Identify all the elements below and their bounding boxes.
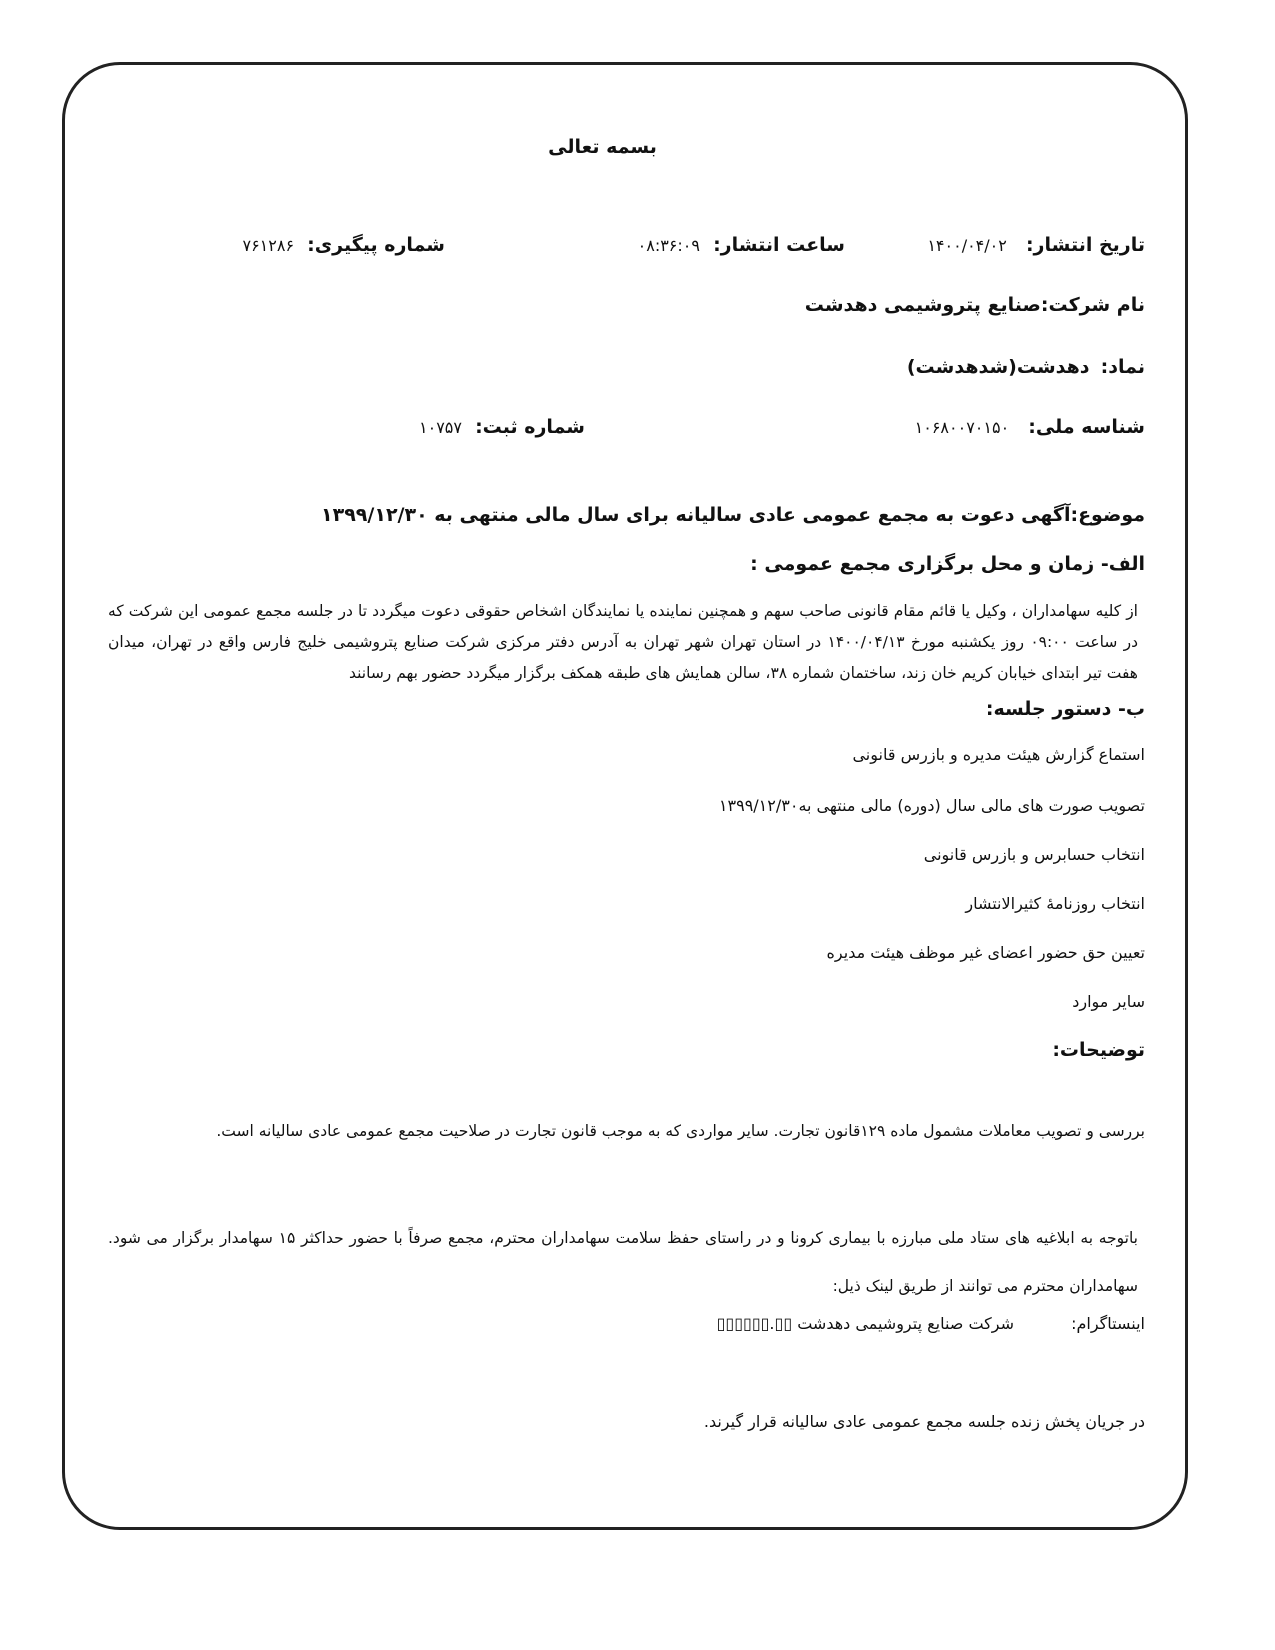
registration-number — [419, 416, 585, 438]
publish-date-value: ۱۴۰۰/۰۴/۰۲ — [927, 236, 1007, 255]
invocation-heading: بسمه تعالی — [548, 136, 657, 158]
publish-time-value: ۰۸:۳۶:۰۹ — [637, 236, 700, 255]
publish-date — [927, 234, 1145, 256]
instagram-line — [717, 1314, 1145, 1333]
stock-symbol-label: نماد: — [1100, 356, 1145, 378]
stock-symbol-value: دهدشت(شدهدشت) — [906, 356, 1090, 378]
section-a-title: الف- زمان و محل برگزاری مجمع عمومی : — [750, 553, 1145, 575]
stock-symbol — [907, 356, 1145, 378]
national-id-value: ۱۰۶۸۰۰۷۰۱۵۰ — [914, 418, 1010, 437]
company-name-label: نام شرکت: — [1040, 294, 1145, 316]
section-a-paragraph: از کلیه سهامداران ، وکیل یا قائم مقام قانونی صاحب سهم و همچنین نماینده یا نمایندگان اشخاص حقوقی دعوت میگردد تا در جلسه مجمع عمومی این شرکت که در ساعت ۰۹:۰۰ روز یکشنبه مورخ ۱۴۰۰/۰۴/۱۳ در استان تهران شهر تهران به آدرس دفتر مرکزی شرکت صنایع پتروشیمی خلیج فارس واقع در تهران، میدان هفت تیر ابتدای خیابان کریم خان زند، ساختمان شماره ۳۸، سالن همایش های طبقه همکف برگزار میگردد حضور بهم رسانند — [108, 602, 1138, 682]
section-b-title: ب- دستور جلسه: — [985, 698, 1145, 720]
company-name-value: صنایع پتروشیمی دهدشت — [804, 294, 1041, 316]
tracking-number — [242, 234, 445, 256]
national-id-label: شناسه ملی: — [1028, 416, 1145, 438]
tracking-number-value: ۷۶۱۲۸۶ — [242, 236, 295, 255]
registration-number-label: شماره ثبت: — [475, 416, 585, 438]
instagram-label: اینستاگرام: — [1071, 1314, 1145, 1333]
publish-time-label: ساعت انتشار: — [713, 234, 845, 256]
note-paragraph: بررسی و تصویب معاملات مشمول ماده ۱۲۹قانون تجارت. سایر مواردی که به موجب قانون تجارت در صلاحیت مجمع عمومی عادی سالیانه است. — [216, 1122, 1145, 1140]
tracking-number-label: شماره پیگیری: — [307, 234, 445, 256]
publish-time — [638, 234, 845, 256]
agenda-item: استماع گزارش هیئت مدیره و بازرس قانونی — [852, 745, 1145, 764]
national-id — [915, 416, 1145, 438]
agenda-item: سایر موارد — [1072, 992, 1145, 1011]
registration-number-value: ۱۰۷۵۷ — [419, 418, 462, 437]
subject-line: موضوع:آگهی دعوت به مجمع عمومی عادی سالیانه برای سال مالی منتهی به ۱۳۹۹/۱۲/۳۰ — [321, 504, 1145, 526]
note-paragraph: باتوجه به ابلاغیه های ستاد ملی مبارزه با بیماری کرونا و در راستای حفظ سلامت سهامداران محترم، مجمع صرفاً با حضور حداکثر ۱۵ سهامدار برگزار می شود. سهامداران محترم می توانند از طریق لینک ذیل: — [108, 1229, 1139, 1295]
notes-title: توضیحات: — [1052, 1039, 1145, 1061]
company-name — [805, 294, 1145, 316]
agenda-item: انتخاب روزنامهٔ کثیرالانتشار — [965, 894, 1145, 913]
agenda-item: تصویب صورت های مالی سال (دوره) مالی منتهی به۱۳۹۹/۱۲/۳۰ — [718, 796, 1145, 815]
instagram-link[interactable]: شرکت صنایع پتروشیمی دهدشت ▯▯.▯▯▯▯▯▯ — [716, 1314, 1015, 1333]
agenda-item: تعیین حق حضور اعضای غیر موظف هیئت مدیره — [826, 943, 1145, 962]
agenda-item: انتخاب حسابرس و بازرس قانونی — [923, 845, 1145, 864]
closing-line: در جریان پخش زنده جلسه مجمع عمومی عادی سالیانه قرار گیرند. — [703, 1412, 1145, 1431]
publish-date-label: تاریخ انتشار: — [1025, 234, 1145, 256]
